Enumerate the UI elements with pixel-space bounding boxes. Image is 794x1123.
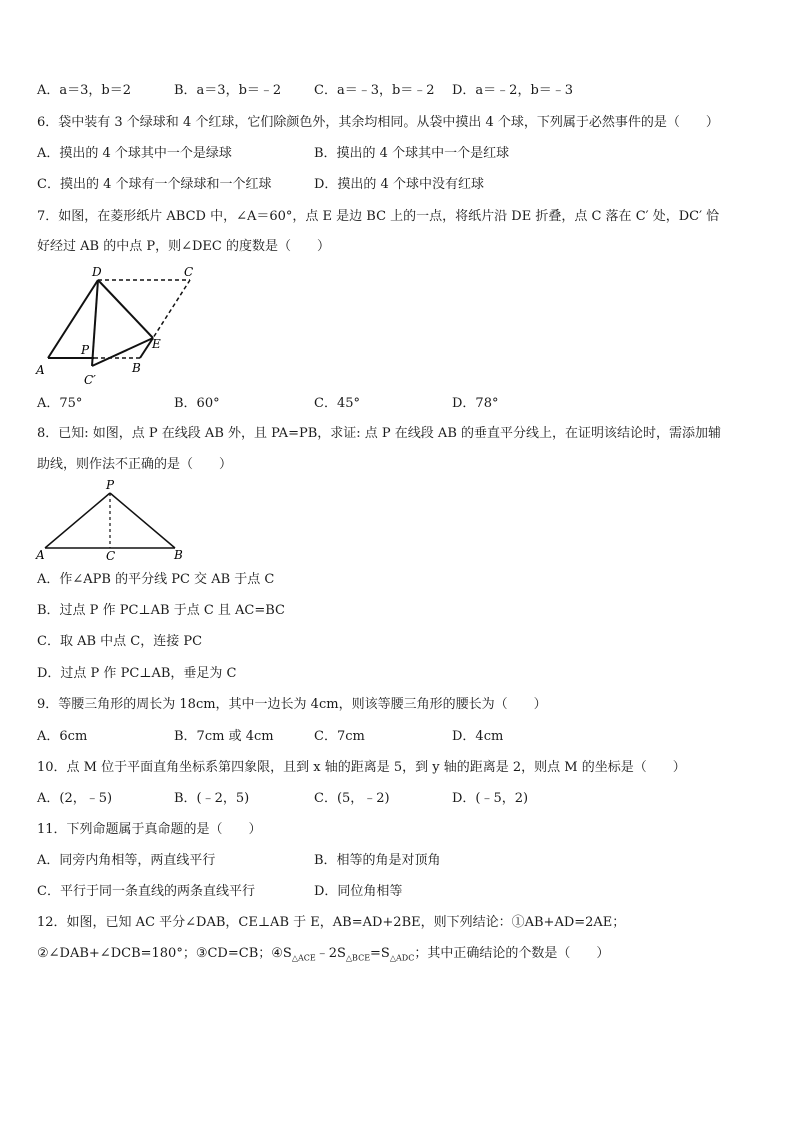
q9-option-d[interactable]: D．4cm [452, 729, 504, 744]
q12-subscript-adc: △ADC [389, 953, 415, 963]
q7-label-b: B [132, 361, 141, 375]
q7-option-c[interactable]: C．45° [314, 396, 360, 411]
q10-option-d[interactable]: D．(﹣5，2) [452, 791, 529, 806]
q7-label-d: D [92, 265, 102, 279]
q8-label-a: A [36, 548, 45, 562]
q12-text-part2: ﹣2S [315, 946, 346, 961]
q12-stem-line1: 12．如图，已知 AC 平分∠DAB，CE⊥AB 于 E，AB=AD+2BE，则下列结论：①AB+AD=2AE； [37, 915, 626, 930]
q7-label-a: A [36, 363, 45, 377]
q8-option-b[interactable]: B．过点 P 作 PC⊥AB 于点 C 且 AC=BC [37, 603, 286, 618]
q7-segment-dc-prime [92, 280, 98, 366]
q8-label-p: P [106, 478, 115, 492]
q11-option-a[interactable]: A．同旁内角相等，两直线平行 [37, 853, 216, 868]
q9-option-b[interactable]: B．7cm 或 4cm [174, 729, 274, 744]
q8-option-c[interactable]: C．取 AB 中点 C，连接 PC [37, 634, 203, 649]
q11-option-d[interactable]: D．同位角相等 [314, 884, 403, 899]
q12-text-part4: ；其中正确结论的个数是（ ） [414, 946, 610, 961]
q7-option-d[interactable]: D．78° [452, 396, 499, 411]
q6-option-d[interactable]: D．摸出的 4 个球中没有红球 [314, 177, 484, 192]
q8-option-a[interactable]: A．作∠APB 的平分线 PC 交 AB 于点 C [37, 572, 275, 587]
q10-option-b[interactable]: B．(﹣2，5) [174, 791, 250, 806]
q7-stem-line1: 7．如图，在菱形纸片 ABCD 中，∠A＝60°，点 E 是边 BC 上的一点，将纸片沿 DE 折叠，点 C 落在 C′ 处，DC′ 恰 [37, 209, 720, 224]
q8-label-b: B [174, 548, 183, 562]
q7-label-c: C [184, 265, 194, 279]
q7-edge-ad [48, 280, 98, 358]
q7-label-c-prime: C′ [84, 373, 96, 387]
q7-label-p: P [81, 343, 90, 357]
q5-option-d[interactable]: D．a＝﹣2，b＝﹣3 [452, 83, 574, 98]
q5-option-b[interactable]: B．a＝3，b＝﹣2 [174, 83, 282, 98]
q12-text-part3: =S [370, 946, 390, 961]
q10-option-a[interactable]: A．(2，﹣5) [37, 791, 113, 806]
q5-option-c[interactable]: C．a＝﹣3，b＝﹣2 [314, 83, 435, 98]
q11-option-b[interactable]: B．相等的角是对顶角 [314, 853, 441, 868]
q8-stem-line1: 8．已知: 如图，点 P 在线段 AB 外，且 PA=PB，求证: 点 P 在线段 AB 的垂直平分线上，在证明该结论时，需添加辅 [37, 426, 721, 441]
q7-option-a[interactable]: A．75° [37, 396, 83, 411]
q6-stem: 6．袋中装有 3 个绿球和 4 个红球，它们除颜色外，其余均相同。从袋中摸出 4 个球，下列属于必然事件的是（ ） [37, 115, 719, 130]
q8-label-c: C [106, 549, 116, 563]
q6-option-a[interactable]: A．摸出的 4 个球其中一个是绿球 [37, 146, 232, 161]
q9-option-a[interactable]: A．6cm [37, 729, 88, 744]
q12-subscript-ace: △ACE [291, 953, 316, 963]
q8-edge-pa [45, 493, 110, 548]
q10-option-c[interactable]: C．(5，﹣2) [314, 791, 390, 806]
q7-stem-line2: 好经过 AB 的中点 P，则∠DEC 的度数是（ ） [37, 239, 330, 254]
q7-label-e: E [152, 337, 161, 351]
q9-option-c[interactable]: C．7cm [314, 729, 365, 744]
q6-option-c[interactable]: C．摸出的 4 个球有一个绿球和一个红球 [37, 177, 272, 192]
q6-option-b[interactable]: B．摸出的 4 个球其中一个是红球 [314, 146, 510, 161]
q12-subscript-bce: △BCE [345, 953, 371, 963]
q8-triangle-figure [30, 478, 200, 563]
q5-option-a[interactable]: A．a＝3，b＝2 [37, 83, 132, 98]
q7-rhombus-figure [30, 260, 210, 390]
q11-stem: 11．下列命题属于真命题的是（ ） [37, 822, 262, 837]
q9-stem: 9．等腰三角形的周长为 18cm，其中一边长为 4cm，则该等腰三角形的腰长为（ ） [37, 697, 547, 712]
q8-edge-pb [110, 493, 175, 548]
q12-text-part1: ②∠DAB+∠DCB=180°；③CD=CB；④S [37, 946, 292, 961]
q11-option-c[interactable]: C．平行于同一条直线的两条直线平行 [37, 884, 255, 899]
q8-stem-line2: 助线，则作法不正确的是（ ） [37, 457, 233, 472]
q7-option-b[interactable]: B．60° [174, 396, 220, 411]
q7-edge-ce [153, 280, 190, 338]
q10-stem: 10．点 M 位于平面直角坐标系第四象限，且到 x 轴的距离是 5，到 y 轴的距离是 2，则点 M 的坐标是（ ） [37, 760, 686, 775]
q8-option-d[interactable]: D．过点 P 作 PC⊥AB，垂足为 C [37, 666, 237, 681]
q12-stem-line2 [37, 945, 609, 968]
q7-segment-de [98, 280, 153, 338]
